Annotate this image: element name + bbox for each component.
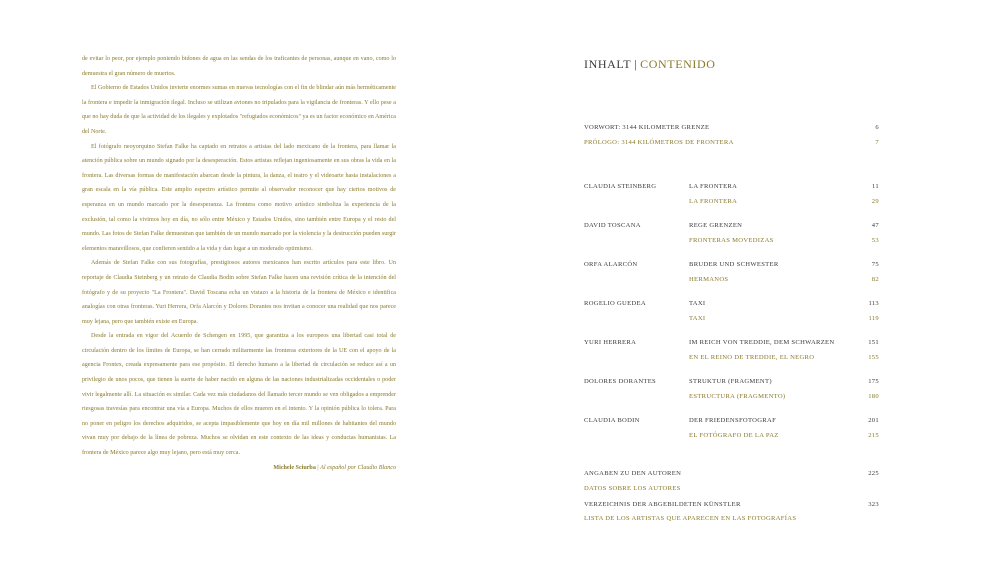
- toc-appendix-page: 323: [868, 501, 879, 508]
- toc-title-es: CONTENIDO: [640, 57, 716, 71]
- paragraph: Además de Stefan Falke con sus fotografías, prestigiosos autores mexicanos han escrito artículos para este libro. Un reportaje de Claudia Steinberg y un retrato de Claudia Bodin sobre Stefan Falke hacen una revisión crítica de la intención del fotógrafo y de su proyecto "La Frontera". David Toscana echa un vistazo a la historia de la frontera de México e identifica analogías con otras fronteras. Yuri Herrera, Orfa Alarcón y Dolores Dorantes nos invitan a conocer una realidad que nos parece muy lejana, pero que también existe en Europa.: [82, 260, 396, 325]
- toc-author: YURI HERRERA: [584, 339, 637, 346]
- toc-page-spanish: 119: [868, 315, 879, 322]
- toc-title: [584, 57, 716, 72]
- toc-author: CLAUDIA BODIN: [584, 417, 640, 424]
- toc-appendix-title: DATOS SOBRE LOS AUTORES: [584, 485, 681, 492]
- paragraph: de evitar lo peor, por ejemplo poniendo bidones de agua en las sendas de los traficantes de personas, aunque en vano, como lo demuestra el gran número de muertos.: [82, 56, 396, 77]
- toc-title-german: DER FRIEDENSFOTOGRAF: [689, 417, 777, 424]
- toc-title-spanish: EN EL REINO DE TREDDIE, EL NEGRO: [689, 354, 815, 361]
- toc-author: DAVID TOSCANA: [584, 222, 641, 229]
- left-page-text: [82, 52, 396, 475]
- toc-author: CLAUDIA STEINBERG: [584, 183, 657, 190]
- paragraph: El Gobierno de Estados Unidos invierte enormes sumas en nuevas tecnologías con el fin de blindar aún más herméticamente la frontera e impedir la inmigración ilegal. Incluso se utilizan aviones no tripulados para la vigilancia de fronteras. Y ello pese a que no hay duda de que la actividad de los ilegales y explotados "refugiados económicos" ya es un factor económico en América del Norte.: [82, 85, 396, 135]
- toc-title-german: TAXI: [689, 300, 706, 307]
- signature: [82, 461, 396, 476]
- toc-author: DOLORES DORANTES: [584, 378, 657, 385]
- toc-page-german: 75: [871, 261, 879, 268]
- toc-title-separator: |: [634, 57, 638, 71]
- toc-page-spanish: 180: [868, 393, 879, 400]
- toc-page-spanish: 82: [871, 276, 879, 283]
- toc-title-german: STRUKTUR (FRAGMENT): [689, 378, 772, 385]
- toc-page-spanish: 53: [871, 237, 879, 244]
- toc-page-spanish: 215: [868, 432, 879, 439]
- toc-author: ROGELIO GUEDEA: [584, 300, 646, 307]
- toc-page-spanish: 155: [868, 354, 879, 361]
- toc-appendix-title: VERZEICHNIS DER ABGEBILDETEN KÜNSTLER: [584, 501, 741, 508]
- toc-title-spanish: EL FOTÓGRAFO DE LA PAZ: [689, 432, 779, 439]
- toc-page-spanish: 29: [871, 198, 879, 205]
- toc-title-german: LA FRONTERA: [689, 183, 738, 190]
- toc-page-german: 11: [872, 183, 879, 190]
- signature-note: Al español por Claudio Blanco: [320, 464, 396, 471]
- toc-title-german: REGE GRENZEN: [689, 222, 743, 229]
- toc-title-spanish: FRONTERAS MOVEDIZAS: [689, 237, 774, 244]
- toc-page-german: 47: [871, 222, 879, 229]
- toc-appendix-title: LISTA DE LOS ARTISTAS QUE APARECEN EN LAS FOTOGRAFÍAS: [584, 515, 797, 522]
- toc-page-german: 113: [868, 300, 879, 307]
- toc-page-german: 151: [868, 339, 879, 346]
- toc-title-german: BRUDER UND SCHWESTER: [689, 261, 779, 268]
- toc-appendix-title: ANGABEN ZU DEN AUTOREN: [584, 470, 682, 477]
- toc-entry-page: 7: [875, 139, 879, 146]
- paragraph: Desde la entrada en vigor del Acuerdo de Schengen en 1995, que garantiza a los europeos una libertad casi total de circulación dentro de los límites de Europa, se han cerrado militarmente las fronteras exteriores de la UE con el apoyo de la agencia Frontex, creada expresamente para ese propósito. El derecho humano a la libertad de circulación se reduce así a un privilegio de unos pocos, que tienen la suerte de haber nacido en alguna de las naciones industrializadas occidentales o poder vivir legalmente allí. La situación es similar. Cada vez más ciudadanos del llamado tercer mundo se ven obligados a emprender riesgosas travesías para encontrar una vía a Europa. Muchos de ellos mueren en el intento. Y la opinión pública lo tolera. Para no poner en peligro los derechos adquiridos, se acepta impasiblemente que hoy en día mil millones de habitantes del mundo vivan muy por debajo de la línea de pobreza. Muchos se olvidan en este contexto de las ideas y conductas humanistas. La frontera de México parece algo muy lejano, pero está muy cerca.: [82, 333, 396, 457]
- signature-separator: |: [315, 464, 321, 471]
- toc-author: ORFA ALARCÓN: [584, 261, 638, 268]
- toc-title-spanish: TAXI: [689, 315, 706, 322]
- toc-title-german: IM REICH VON TREDDIE, DEM SCHWARZEN: [689, 339, 835, 346]
- paragraph: El fotógrafo neoyorquino Stefan Falke ha captado en retratos a artistas del lado mexicano de la frontera, para llamar la atención pública sobre un mundo signado por la desesperación. Estos artistas reflejan ingeniosamente en sus obras la vida en la frontera. Las diversas formas de manifestación abarcan desde la pintura, la danza, el teatro y el videoarte hasta instalaciones a gran escala en la vía pública. Este amplio espectro artístico permite al observador reconocer que hay ciertos motivos de esperanza en un mundo marcado por la desesperanza. La frontera como motivo artístico simboliza la experiencia de la exclusión, tal como la vivimos hoy en día, no sólo entre México y Estados Unidos, sino también entre Europa y el resto del mundo. Las fotos de Stefan Falke demuestran que también de un mundo marcado por la violencia y la destrucción pueden surgir elementos maravillosos, que confieren sentido a la vida y dan lugar a un moderado optimismo.: [82, 143, 396, 252]
- toc-page-german: 201: [868, 417, 879, 424]
- toc-entry-title: PRÓLOGO: 3144 KILÓMETROS DE FRONTERA: [584, 139, 734, 146]
- toc-title-spanish: HERMANOS: [689, 276, 729, 283]
- toc-entry-page: 6: [875, 124, 879, 131]
- toc-entry-title: VORWORT: 3144 KILOMETER GRENZE: [584, 124, 710, 131]
- toc-title-spanish: ESTRUCTURA (FRAGMENTO): [689, 393, 786, 400]
- toc-page-german: 175: [868, 378, 879, 385]
- toc-title-de: INHALT: [584, 57, 632, 71]
- signature-name: Michele Sciurba: [273, 464, 316, 471]
- toc-appendix-page: 225: [868, 470, 879, 477]
- toc-title-spanish: LA FRONTERA: [689, 198, 738, 205]
